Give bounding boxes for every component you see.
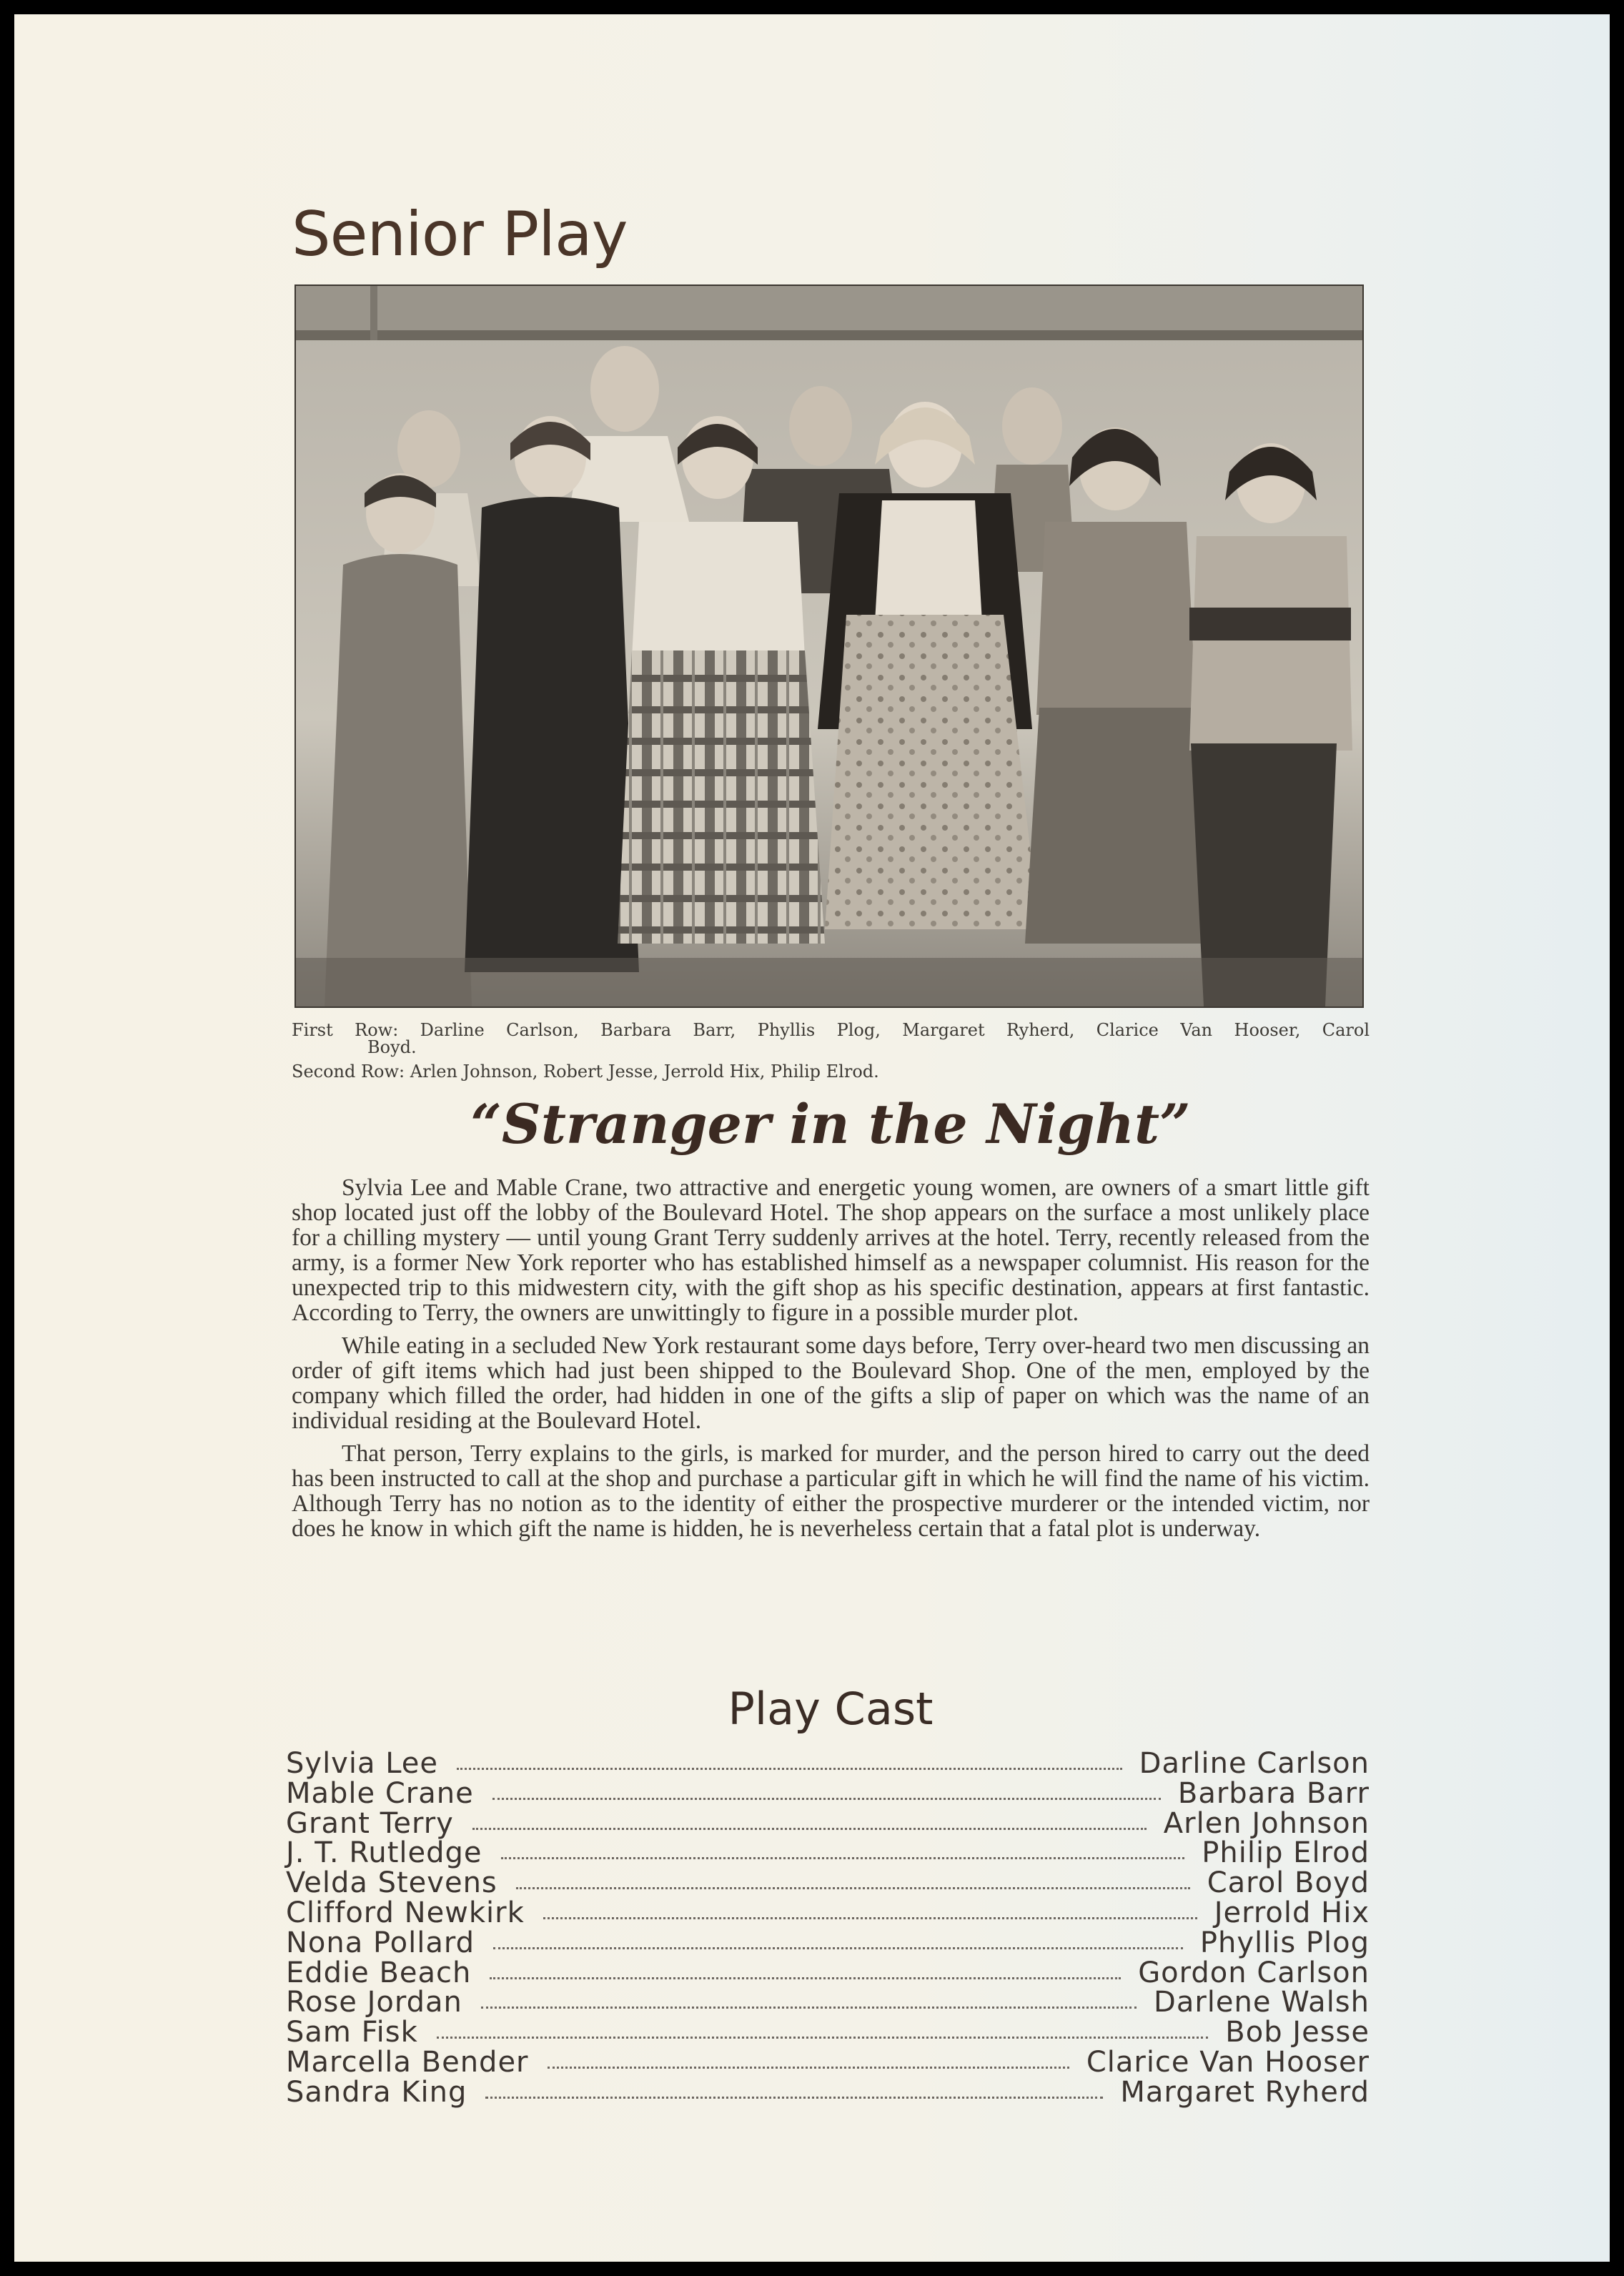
cast-actor: Gordon Carlson xyxy=(1138,1956,1370,1989)
page-title: Senior Play xyxy=(292,199,628,270)
cast-role: J. T. Rutledge xyxy=(286,1836,482,1870)
cast-role: Nona Pollard xyxy=(286,1926,475,1959)
yearbook-page xyxy=(14,14,1610,2262)
photo-caption-second-row: Second Row: Arlen Johnson, Robert Jesse, Jerrold Hix, Philip Elrod. xyxy=(292,1062,879,1082)
play-title: “Stranger in the Night” xyxy=(470,1092,1191,1156)
photo-caption-first-row-cont: Boyd. xyxy=(367,1037,417,1057)
synopsis-paragraph: Sylvia Lee and Mable Crane, two attractive and energetic young women, are owners of a smart little gift shop located just off the lobby of the Boulevard Hotel. The shop appears on the surface a most unlikely place for a chilling mystery — until young Grant Terry suddenly arrives at the hotel. Terry, recently released from the army, is a former New York reporter who has established himself as a newspaper columnist. His reason for the unexpected trip to this midwestern city, with the gift shop as his specific destination, appears at first fantastic. According to Terry, the owners are unwittingly to figure in a possible murder plot. xyxy=(292,1174,1370,1326)
cast-actor: Phyllis Plog xyxy=(1199,1926,1370,1959)
cast-row xyxy=(286,1926,1370,1959)
cast-actor: Barbara Barr xyxy=(1177,1776,1370,1810)
cast-row xyxy=(286,1747,1370,1780)
leader-dots xyxy=(492,1798,1161,1800)
cast-row xyxy=(286,1806,1370,1840)
cast-actor: Carol Boyd xyxy=(1207,1866,1370,1900)
leader-dots xyxy=(543,1917,1197,1919)
cast-row xyxy=(286,2045,1370,2079)
leader-dots xyxy=(548,2067,1069,2069)
cast-role: Sam Fisk xyxy=(286,2016,418,2049)
cast-role: Sylvia Lee xyxy=(286,1747,438,1780)
synopsis-paragraph: That person, Terry explains to the girls, is marked for murder, and the person hired to carry out the deed has been instructed to call at the shop and purchase a particular gift in which he will find the name of his victim. Although Terry has no notion as to the identity of either the prospective murderer or the intended victim, nor does he know in which gift the name is hidden, he is neverheless certain that a fatal plot is underway. xyxy=(292,1440,1370,1542)
cast-actor: Darline Carlson xyxy=(1139,1747,1370,1780)
cast-row xyxy=(286,1776,1370,1810)
cast-row xyxy=(286,2016,1370,2049)
cast-actor: Philip Elrod xyxy=(1202,1836,1370,1870)
leader-dots xyxy=(472,1828,1147,1830)
cast-role: Clifford Newkirk xyxy=(286,1896,525,1929)
group-photo-illustration xyxy=(296,286,1362,1006)
cast-row xyxy=(286,1836,1370,1870)
synopsis-paragraph: While eating in a secluded New York restaurant some days before, Terry over-heard two men discussing an order of gift items which had just been shipped to the Boulevard Shop. One of the men, employed by the company which filled the order, had hidden in one of the gifts a slip of paper on which was the name of an individual residing at the Boulevard Hotel. xyxy=(292,1332,1370,1434)
cast-actor: Bob Jesse xyxy=(1225,2016,1370,2049)
leader-dots xyxy=(437,2037,1208,2039)
cast-actor: Jerrold Hix xyxy=(1214,1896,1370,1929)
leader-dots xyxy=(457,1768,1122,1770)
cast-row xyxy=(286,1866,1370,1900)
cast-row xyxy=(286,1986,1370,2019)
leader-dots xyxy=(485,2097,1103,2099)
leader-dots xyxy=(501,1857,1185,1859)
cast-actor: Clarice Van Hooser xyxy=(1086,2045,1370,2079)
cast-role: Sandra King xyxy=(286,2075,467,2109)
cast-role: Rose Jordan xyxy=(286,1986,462,2019)
cast-role: Mable Crane xyxy=(286,1776,474,1810)
leader-dots xyxy=(516,1887,1190,1889)
cast-row xyxy=(286,2075,1370,2109)
cast-heading: Play Cast xyxy=(728,1683,934,1735)
play-synopsis xyxy=(292,1175,1370,1549)
cast-actor: Darlene Walsh xyxy=(1154,1986,1370,2019)
cast-role: Marcella Bender xyxy=(286,2045,529,2079)
cast-role: Velda Stevens xyxy=(286,1866,497,1900)
cast-list xyxy=(286,1747,1370,2109)
cast-group-photo xyxy=(294,284,1364,1008)
leader-dots xyxy=(493,1947,1183,1949)
photo-caption-first-row: First Row: Darline Carlson, Barbara Barr, Phyllis Plog, Margaret Ryherd, Clarice Van Hooser, Carol xyxy=(292,1020,1370,1040)
cast-row xyxy=(286,1956,1370,1989)
leader-dots xyxy=(481,2007,1137,2009)
cast-role: Grant Terry xyxy=(286,1806,454,1840)
cast-actor: Arlen Johnson xyxy=(1163,1806,1370,1840)
cast-role: Eddie Beach xyxy=(286,1956,472,1989)
cast-actor: Margaret Ryherd xyxy=(1120,2075,1370,2109)
cast-row xyxy=(286,1896,1370,1929)
leader-dots xyxy=(490,1977,1121,1979)
